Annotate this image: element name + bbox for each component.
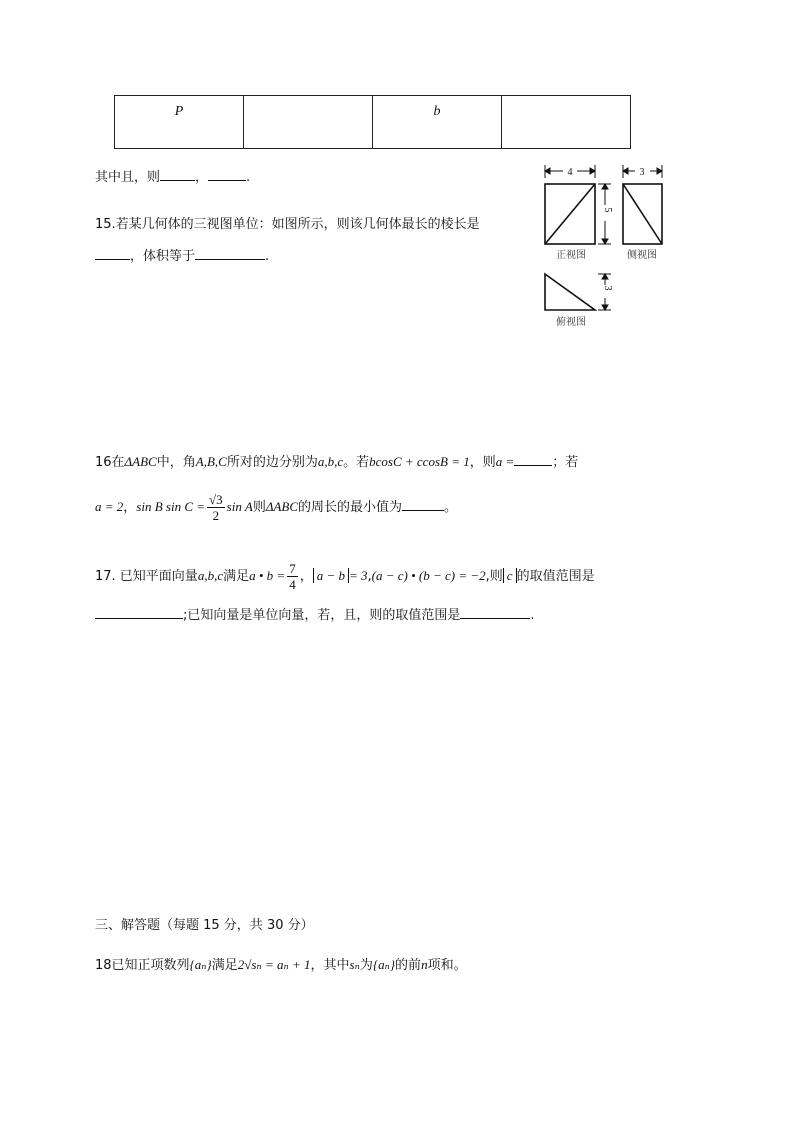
section-3-title <box>95 914 314 933</box>
q16-text: ，则 <box>469 455 496 470</box>
q17-text: , <box>367 569 372 584</box>
q16-end: 。 <box>444 500 458 515</box>
q17-text: ， <box>299 569 313 584</box>
dim-side-width: 3 <box>639 167 645 178</box>
q16-text: 则 <box>252 500 266 515</box>
q18-text: ，其中 <box>310 958 350 973</box>
q17-text: ;已知向量是单位向量，若，且，则的取值范围是 <box>183 608 461 623</box>
top-view-label: 俯视图 <box>556 317 586 328</box>
eq-3: = 3 <box>348 568 368 583</box>
table-cell <box>244 96 373 149</box>
q15-text2: ，体积等于 <box>130 249 196 264</box>
dim-top-height: 3 <box>602 285 613 291</box>
sin-a: sin A <box>226 499 253 514</box>
line14-end: . <box>246 170 251 185</box>
sequence-an: {aₙ} <box>189 957 212 972</box>
answer-blank <box>402 498 444 511</box>
vectors-abc: a,b,c <box>197 568 224 583</box>
q16-line2 <box>95 492 457 523</box>
n-var: n <box>421 957 428 972</box>
answer-blank <box>514 453 552 466</box>
q17-line1 <box>95 561 595 592</box>
angles: A,B,C <box>195 454 227 469</box>
q16-text: 中，角 <box>156 455 196 470</box>
dim-front-width: 4 <box>567 167 573 178</box>
q18-line <box>95 954 467 973</box>
answer-blank <box>460 606 530 619</box>
top-table <box>114 95 631 149</box>
frac-num: 7 <box>289 561 296 576</box>
sn: sₙ <box>349 957 360 972</box>
q17-text: 满足 <box>223 569 250 584</box>
answer-blank <box>195 247 265 260</box>
frac-den: 4 <box>289 577 296 592</box>
seven-fourths <box>287 561 298 592</box>
dot-product: a • b = <box>249 568 286 583</box>
frac-den: 2 <box>212 508 220 523</box>
q15-text1: 15.若某几何体的三视图单位：如图所示，则该几何体最长的棱长是 <box>95 217 480 232</box>
q16-text: ；若 <box>552 455 579 470</box>
frac-num: √3 <box>209 492 223 507</box>
section-title: 三、解答题（每题 15 分，共 30 分） <box>95 918 314 933</box>
q18-condition: 2√sₙ = aₙ + 1 <box>237 957 311 972</box>
answer-blank <box>160 168 195 181</box>
abs-a-minus-b: a − b <box>313 568 349 583</box>
front-view-label: 正视图 <box>556 250 586 261</box>
answer-blank <box>95 606 183 619</box>
q16-text: 所对的边分别为 <box>226 455 318 470</box>
dim-front-height: 5 <box>602 207 613 213</box>
q17-line2 <box>95 604 535 623</box>
answer-blank <box>208 168 246 181</box>
line14-sep: ， <box>195 170 209 185</box>
triangle-abc: ΔABC <box>265 499 299 514</box>
line-14 <box>95 166 250 185</box>
q16-line1 <box>95 451 578 470</box>
q18-text: 的前 <box>395 958 422 973</box>
q17-text: 17. 已知平面向量 <box>95 569 198 584</box>
three-view-figure <box>535 160 675 335</box>
side-view-label: 侧视图 <box>627 250 657 261</box>
sin-expression: sin B sin C = <box>136 499 206 514</box>
condition-formula: bcosC + ccosB = 1 <box>369 454 470 469</box>
product-formula: (a − c) • (b − c) = −2 <box>371 568 486 583</box>
table-cell <box>502 96 631 149</box>
q16-text: 16在 <box>95 455 125 470</box>
q18-text: 为 <box>359 958 373 973</box>
q15-end: . <box>265 249 270 264</box>
a-equals: a = <box>495 454 515 469</box>
answer-blank <box>95 247 130 260</box>
q16-text: ， <box>123 500 137 515</box>
q15-line2 <box>95 245 269 264</box>
sqrt3-over-2 <box>207 492 225 523</box>
table-cell: b <box>373 96 502 149</box>
abs-c: c <box>503 568 517 583</box>
q16-text: 的周长的最小值为 <box>298 500 403 515</box>
triangle-abc: ΔABC <box>124 454 157 469</box>
sides: a,b,c <box>317 454 344 469</box>
sequence-an: {aₙ} <box>372 957 396 972</box>
q18-text: 满足 <box>211 958 238 973</box>
q17-text: 的取值范围是 <box>516 569 595 584</box>
line14-text: 其中且，则 <box>95 170 161 185</box>
q15-line1 <box>95 213 480 232</box>
q17-text: ,则 <box>485 569 503 584</box>
q18-text: 18已知正项数列 <box>95 958 190 973</box>
table-cell: P <box>115 96 244 149</box>
q16-text: 。若 <box>343 455 370 470</box>
a-equals-2: a = 2 <box>95 499 124 514</box>
q17-end: . <box>530 608 535 623</box>
q18-text: 项和。 <box>427 958 467 973</box>
